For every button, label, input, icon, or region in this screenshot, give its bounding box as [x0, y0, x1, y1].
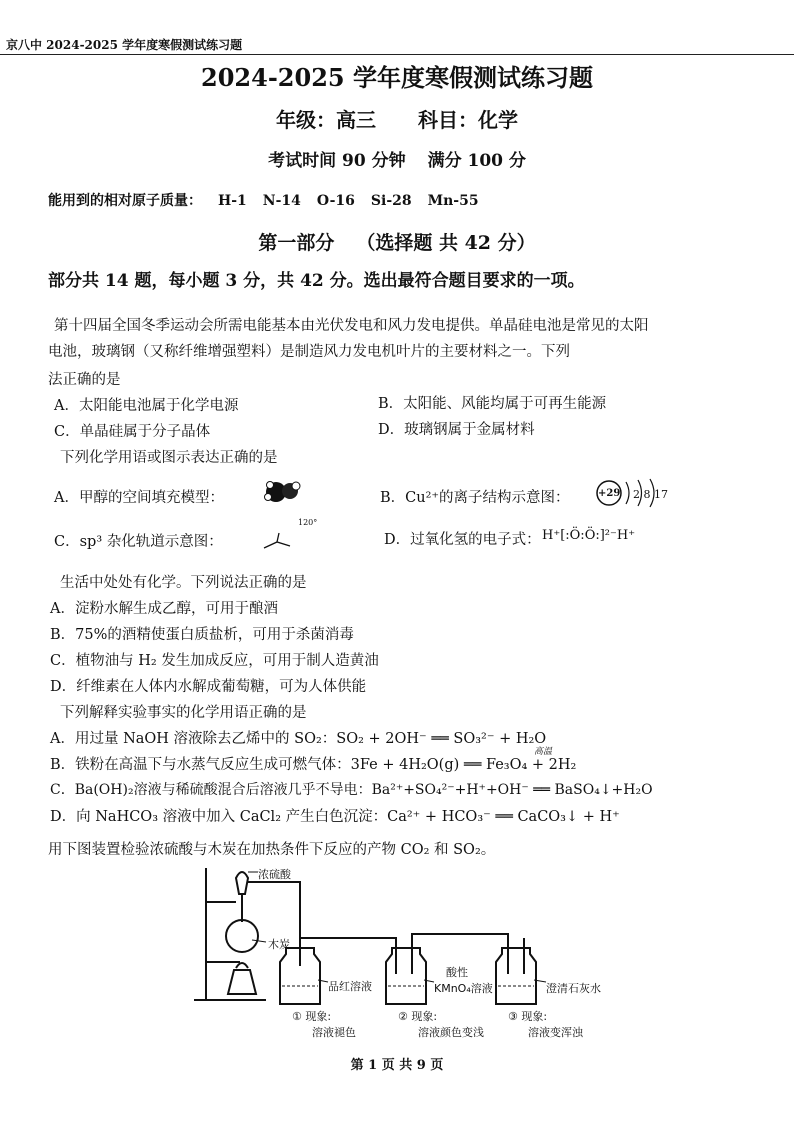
q2-stem: 下列化学用语或图示表达正确的是	[60, 450, 278, 466]
header-line: 京八中 2024-2025 学年度寒假测试练习题	[6, 38, 243, 52]
section-heading	[0, 228, 794, 255]
page-footer: 第 1 页 共 9 页	[350, 1058, 444, 1073]
q5-stem: 用下图装置检验浓硫酸与木炭在加热条件下反应的产物 CO₂ 和 SO₂。	[48, 842, 496, 858]
h2o2-electron-formula: H⁺[:Ö:Ö:]²⁻H⁺	[542, 528, 636, 543]
q4-b-condition: 高温	[534, 747, 553, 757]
q1-option-c: C．单晶硅属于分子晶体	[54, 424, 211, 440]
label-bottle2-acidic: 酸性	[446, 966, 468, 979]
q1-option-d: D．玻璃钢属于金属材料	[378, 422, 535, 438]
q1-option-b: B．太阳能、风能均属于可再生能源	[378, 396, 607, 412]
q3-option-d: D．纤维素在人体内水解成葡萄糖，可为人体供能	[50, 679, 367, 695]
full-score: 满分 100 分	[427, 151, 526, 171]
label-bottle3-reagent: 澄清石灰水	[546, 982, 601, 995]
sp3-angle-label: 120°	[298, 518, 318, 527]
q4-option-c: C．Ba(OH)₂溶液与稀硫酸混合后溶液几乎不导电：Ba²⁺+SO₄²⁻+H⁺+OH⁻ ══ BaSO₄↓+H₂O	[50, 782, 653, 798]
masses-label: 能用到的相对原子质量：	[48, 193, 202, 209]
mass-n: N-14	[262, 193, 301, 209]
section-instructions: 部分共 14 题，每小题 3 分，共 42 分。选出最符合题目要求的一项。	[48, 271, 585, 291]
mass-h: H-1	[218, 193, 247, 209]
q3-option-b: B．75%的酒精使蛋白质盐析，可用于杀菌消毒	[50, 627, 354, 643]
q2-option-d: D．过氧化氢的电子式：	[384, 532, 541, 548]
q1-stem-line1: 第十四届全国冬季运动会所需电能基本由光伏发电和风力发电提供。单晶硅电池是常见的太阳	[54, 318, 649, 334]
atomic-masses	[48, 190, 479, 210]
cu-nucleus-label: +29	[598, 488, 621, 499]
label-bottle1-reagent: 品红溶液	[328, 980, 372, 993]
q4-option-a: A．用过量 NaOH 溶液除去乙烯中的 SO₂：SO₂ + 2OH⁻ ══ SO₃²⁻ + H₂O	[50, 731, 547, 747]
q3-option-a: A．淀粉水解生成乙醇，可用于酿酒	[50, 601, 278, 617]
page-title: 2024-2025 学年度寒假测试练习题	[201, 63, 593, 92]
obs1-label: ① 现象:	[292, 1010, 332, 1023]
header-divider	[0, 54, 794, 55]
label-charcoal: 木炭	[268, 938, 290, 951]
obs2-result: 溶液颜色变浅	[418, 1026, 484, 1039]
exam-time: 考试时间 90 分钟	[268, 151, 406, 171]
mass-o: O-16	[316, 193, 355, 209]
obs3-result: 溶液变浑浊	[528, 1026, 583, 1039]
q2-option-c: C．sp³ 杂化轨道示意图：	[54, 534, 223, 550]
sp3-orbital-icon	[262, 530, 292, 550]
q4-option-d: D．向 NaHCO₃ 溶液中加入 CaCl₂ 产生白色沉淀：Ca²⁺ + HCO₃⁻ ══ CaCO₃↓ + H⁺	[50, 809, 620, 825]
grade: 年级：高三	[276, 108, 376, 132]
q3-option-c: C．植物油与 H₂ 发生加成反应，可用于制人造黄油	[50, 653, 379, 669]
cu-shell-electrons: 2 8 17	[633, 488, 668, 501]
subject: 科目：化学	[418, 108, 518, 132]
q1-option-a: A．太阳能电池属于化学电源	[54, 398, 239, 414]
mass-mn: Mn-55	[427, 193, 479, 209]
q4-stem: 下列解释实验事实的化学用语正确的是	[60, 705, 307, 721]
obs2-label: ② 现象:	[398, 1010, 438, 1023]
q2-option-a: A．甲醇的空间填充模型：	[54, 490, 224, 506]
time-score-line	[0, 146, 794, 171]
methanol-model-icon	[262, 478, 304, 506]
q2-option-b: B．Cu²⁺的离子结构示意图：	[380, 490, 570, 506]
q1-stem-line2: 电池，玻璃钢（又称纤维增强塑料）是制造风力发电机叶片的主要材料之一。下列	[48, 344, 570, 360]
obs3-label: ③ 现象:	[508, 1010, 548, 1023]
obs1-result: 溶液褪色	[312, 1026, 356, 1039]
label-conc-sulfuric-acid: 浓硫酸	[258, 868, 291, 881]
q4-option-b: B．铁粉在高温下与水蒸气反应生成可燃气体：3Fe + 4H₂O(g) ══ Fe₃O₄ + 2H₂	[50, 757, 577, 773]
section-name: 第一部分	[258, 232, 335, 254]
grade-subject-line	[0, 104, 794, 133]
q1-stem-line3: 法正确的是	[48, 372, 121, 388]
q3-stem: 生活中处处有化学。下列说法正确的是	[60, 575, 307, 591]
label-bottle2-reagent: KMnO₄溶液	[434, 982, 493, 995]
mass-si: Si-28	[370, 193, 412, 209]
section-desc: （选择题 共 42 分）	[356, 232, 536, 254]
